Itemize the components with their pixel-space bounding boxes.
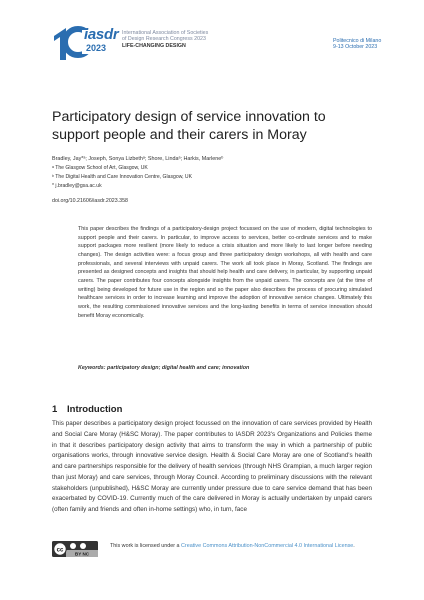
affiliation-a: ᵃ The Glasgow School of Art, Glasgow, UK — [52, 165, 148, 171]
conference-name — [122, 30, 208, 49]
section-body-text: This paper describes a participatory design project focussed on the innovation of care services provided by Health and Social Care Moray (H&SC Moray). The paper contributes to IASDR 2023's Organizations and Policies theme in that it describes participatory design activity that aims to transform the way in which a partnership of public organisations works, through innovative service design. Health & Social Care Moray are one of Scotland's health and care partnerships responsible for the delivery of health services (through NHS Grampian, a much larger region than just Moray) and care services, through Moray Council. According to preliminary discussions with the relevant stakeholders (unpublished), H&SC Moray are currently under pressure due to care service demand that has been exacerbated by COVID-19. Currently much of the care delivered in Moray is actually undertaken by unpaid carers (often family and friends and often in-home settings) who, in turn, face — [52, 420, 372, 513]
conference-line: of Design Research Congress 2023 — [122, 36, 206, 43]
license-link[interactable]: Creative Commons Attribution-NonCommercial 4.0 International License — [181, 543, 354, 549]
abstract-text: This paper describes the findings of a participatory-design project focussed on the use of modern, digital technologies to support people and their carers. In particular, to improve access to services, better co-ordinate services and to make support packages more resilient (more likely to reduce a crisis situation and more likely to last longer before needing changes). The design activities were: a focus group and three participatory design workshops, all with health and care professionals, and several interviews with unpaid carers. The work all took place in Moray, Scotland. The findings are presented as designed concepts and insights that should help health and care delivery, in particular, by supporting unpaid carers. The paper contributes four concepts alongside insights from the unpaid carers. The concepts are (at the time of writing) being developed for future use in the region and so the paper also describes the process of procuring simulated healthcare services in order to increase learning and improve the adoption of innovative service changes. Ultimately this work, the resulting commissioned innovative services and the long-lasting benefits in terms of service innovation should benefit Moray economically. — [78, 226, 372, 319]
svg-text:cc: cc — [56, 547, 64, 554]
cc-by-nc-license-icon[interactable] — [52, 541, 98, 557]
logo-wordmark: iasdr — [84, 26, 119, 43]
conference-tagline: LIFE-CHANGING DESIGN — [122, 42, 186, 49]
license-suffix: . — [353, 543, 355, 549]
section-number: 1 — [52, 404, 58, 415]
badge-text: BY NC — [74, 551, 90, 557]
doi-link[interactable]: doi.org/10.21606/iasdr.2023.358 — [52, 198, 128, 204]
venue-name: Politecnico di Milano — [333, 38, 382, 44]
corresponding-email[interactable]: * j.bradley@gsa.ac.uk — [52, 183, 102, 189]
keywords: Keywords: participatory design; digital health and care; innovation — [78, 365, 250, 371]
license-notice — [110, 542, 370, 550]
paper-title: Participatory design of service innovation to support people and their carers in Moray — [52, 109, 326, 143]
venue-dates: 9-13 October 2023 — [333, 44, 378, 51]
paper-authors: Bradley, Jay*ᵃ; Joseph, Sonya Lizbethᵃ; Shore, Lindaᵃ; Harkis, Marleneᵇ — [52, 156, 224, 162]
affiliation-b: ᵇ The Digital Health and Care Innovation Centre, Glasgow, UK — [52, 174, 193, 180]
logo-year: 2023 — [86, 43, 107, 53]
conference-line: International Association of Societies — [122, 30, 209, 36]
license-prefix: This work is licensed under a — [110, 543, 182, 549]
conference-venue — [333, 38, 381, 51]
section-heading: Introduction — [67, 404, 123, 415]
